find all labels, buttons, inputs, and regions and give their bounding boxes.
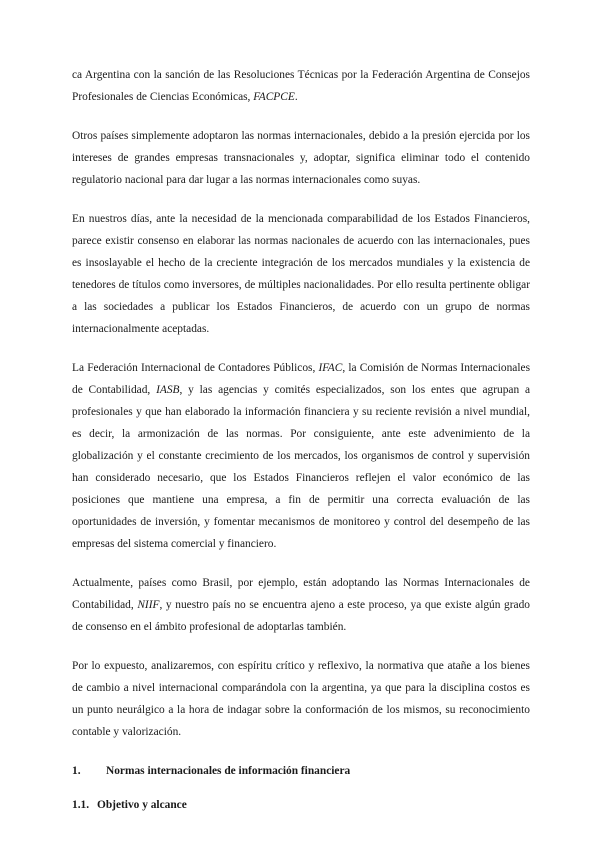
paragraph [72,572,530,638]
document-page [72,64,530,816]
paragraph [72,64,530,108]
subsection-heading [72,794,530,816]
subsection-title: Objetivo y alcance [96,799,187,811]
paragraph-text: , y las agencias y comités especializados, son los entes que agrupan a profesionales y que han elaborado la información financiera y su reciente revisión a nivel mundial, es decir, la armonización de las normas. Por consiguiente, ante este advenimiento de la globalización y el constante crecimiento de los mercados, los organismos de control y supervisión han considerado necesario, que los Estados Financieros reflejen el valor económico de las posiciones que mantiene una empresa, a fin de permitir una correcta evaluación de las oportunidades de inversión, y fomentar mecanismos de monitoreo y control del desempeño de las empresas del sistema comercial y financiero. [72,384,530,550]
paragraph-text: , la Comisión de Normas Internacionales de Contabilidad, [72,362,530,396]
subsection-number: 1.1. [72,799,90,811]
paragraph-text: Actualmente, países como Brasil, por ejemplo, están adoptando las Normas Internacionales de Contabilidad, [72,577,530,611]
paragraph [72,208,530,340]
paragraph-text: Por lo expuesto, analizaremos, con espíritu crítico y reflexivo, la normativa que atañe a los bienes de cambio a nivel internacional comparándola con la argentina, ya que para la disciplina costos es un punto neurálgico a la hora de indagar sobre la conformación de los mismos, su reconocimiento contable y valorización. [72,660,530,738]
section-title: Normas internacionales de información financiera [106,765,351,777]
paragraph-text: En nuestros días, ante la necesidad de la mencionada comparabilidad de los Estados Financieros, parece existir consenso en elaborar las normas nacionales de acuerdo con las internacionales, pues es insoslayable el hecho de la creciente integración de los mercados mundiales y la existencia de tenedores de títulos como inversores, de múltiples nacionalidades. Por ello resulta pertinente obligar a las sociedades a publicar los Estados Financieros, de acuerdo con un grupo de normas internacionalmente aceptadas. [72,213,530,335]
body-text [72,64,530,743]
paragraph-text: La Federación Internacional de Contadores Públicos, [72,362,319,374]
paragraph-text: ca Argentina con la sanción de las Resoluciones Técnicas por la Federación Argentina de Consejos Profesionales de Ciencias Económicas, [72,69,530,103]
paragraph-text: Otros países simplemente adoptaron las normas internacionales, debido a la presión ejercida por los intereses de grandes empresas transnacionales y, adoptar, significa eliminar todo el contenido regulatorio nacional para dar lugar a las normas internacionales como suyas. [72,130,530,186]
paragraph [72,655,530,743]
paragraph-text: , y nuestro país no se encuentra ajeno a este proceso, ya que existe algún grado de consenso en el ámbito profesional de adoptarlas también. [72,599,530,633]
paragraph [72,357,530,555]
paragraph-text: . [294,91,298,103]
italic-acronym: FACPCE [253,91,295,103]
section-heading [72,760,530,782]
section-number: 1. [72,765,81,777]
italic-acronym: IFAC [318,362,343,374]
paragraph [72,125,530,191]
italic-acronym: NIIF [137,599,160,611]
italic-acronym: IASB [156,384,180,396]
